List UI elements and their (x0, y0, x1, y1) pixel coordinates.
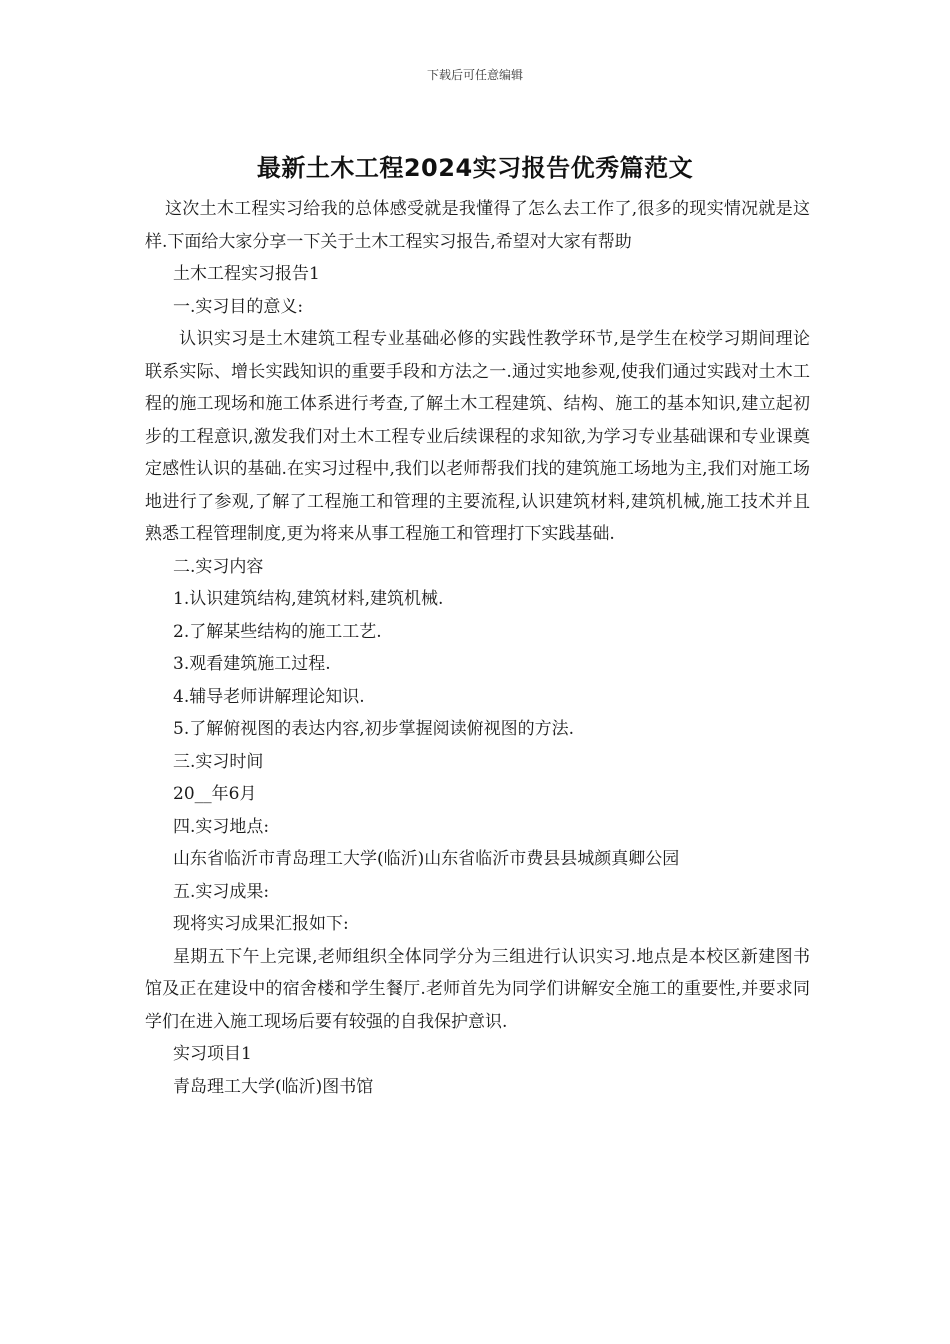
project-heading: 实习项目1 (173, 1044, 252, 1064)
content-item: 2.了解某些结构的施工工艺. (173, 621, 382, 642)
results-paragraph: 星期五下午上完课,老师组织全体同学分为三组进行认识实习.地点是本校区新建图书馆及正在建设中的宿舍楼和学生餐厅.老师首先为同学们讲解安全施工的重要性,并要求同学们在进入施工现场后要有较强的自我保护意识. (145, 946, 810, 1032)
report-heading: 土木工程实习报告1 (173, 264, 320, 284)
page-header-note: 下载后可任意编辑 (426, 68, 523, 82)
project-name: 青岛理工大学(临沂)图书馆 (173, 1076, 374, 1097)
section-heading-location: 四.实习地点: (173, 816, 270, 837)
intro-paragraph: 这次土木工程实习给我的总体感受就是我懂得了怎么去工作了,很多的现实情况就是这样.下面给大家分享一下关于土木工程实习报告,希望对大家有帮助 (145, 199, 810, 252)
section-heading-content: 二.实习内容 (173, 556, 264, 577)
section-heading-purpose: 一.实习目的意义: (173, 296, 304, 317)
location-value: 山东省临沂市青岛理工大学(临沂)山东省临沂市费县县城颜真卿公园 (173, 849, 680, 869)
document-title: 最新土木工程2024实习报告优秀篇范文 (256, 154, 694, 182)
section-heading-time: 三.实习时间 (173, 751, 264, 772)
document-body (145, 193, 810, 1103)
time-value: 20__年6月 (173, 784, 257, 804)
results-intro: 现将实习成果汇报如下: (173, 914, 349, 934)
content-item: 5.了解俯视图的表达内容,初步掌握阅读俯视图的方法. (173, 719, 575, 739)
purpose-paragraph: 认识实习是土木建筑工程专业基础必修的实践性教学环节,是学生在校学习期间理论联系实际、增长实践知识的重要手段和方法之一.通过实地参观,使我们通过实践对土木工程的施工现场和施工体系进行考查,了解土木工程建筑、结构、施工的基本知识,建立起初步的工程意识,激发我们对土木工程专业后续课程的求知欲,为学习专业基础课和专业课奠定感性认识的基础.在实习过程中,我们以老师帮我们找的建筑施工场地为主,我们对施工场地进行了参观,了解了工程施工和管理的主要流程,认识建筑材料,建筑机械,施工技术并且熟悉工程管理制度,更为将来从事工程施工和管理打下实践基础. (145, 329, 810, 544)
section-heading-results: 五.实习成果: (173, 881, 270, 902)
content-item: 1.认识建筑结构,建筑材料,建筑机械. (173, 589, 444, 609)
content-item: 4.辅导老师讲解理论知识. (173, 686, 365, 707)
content-item: 3.观看建筑施工过程. (173, 654, 331, 674)
